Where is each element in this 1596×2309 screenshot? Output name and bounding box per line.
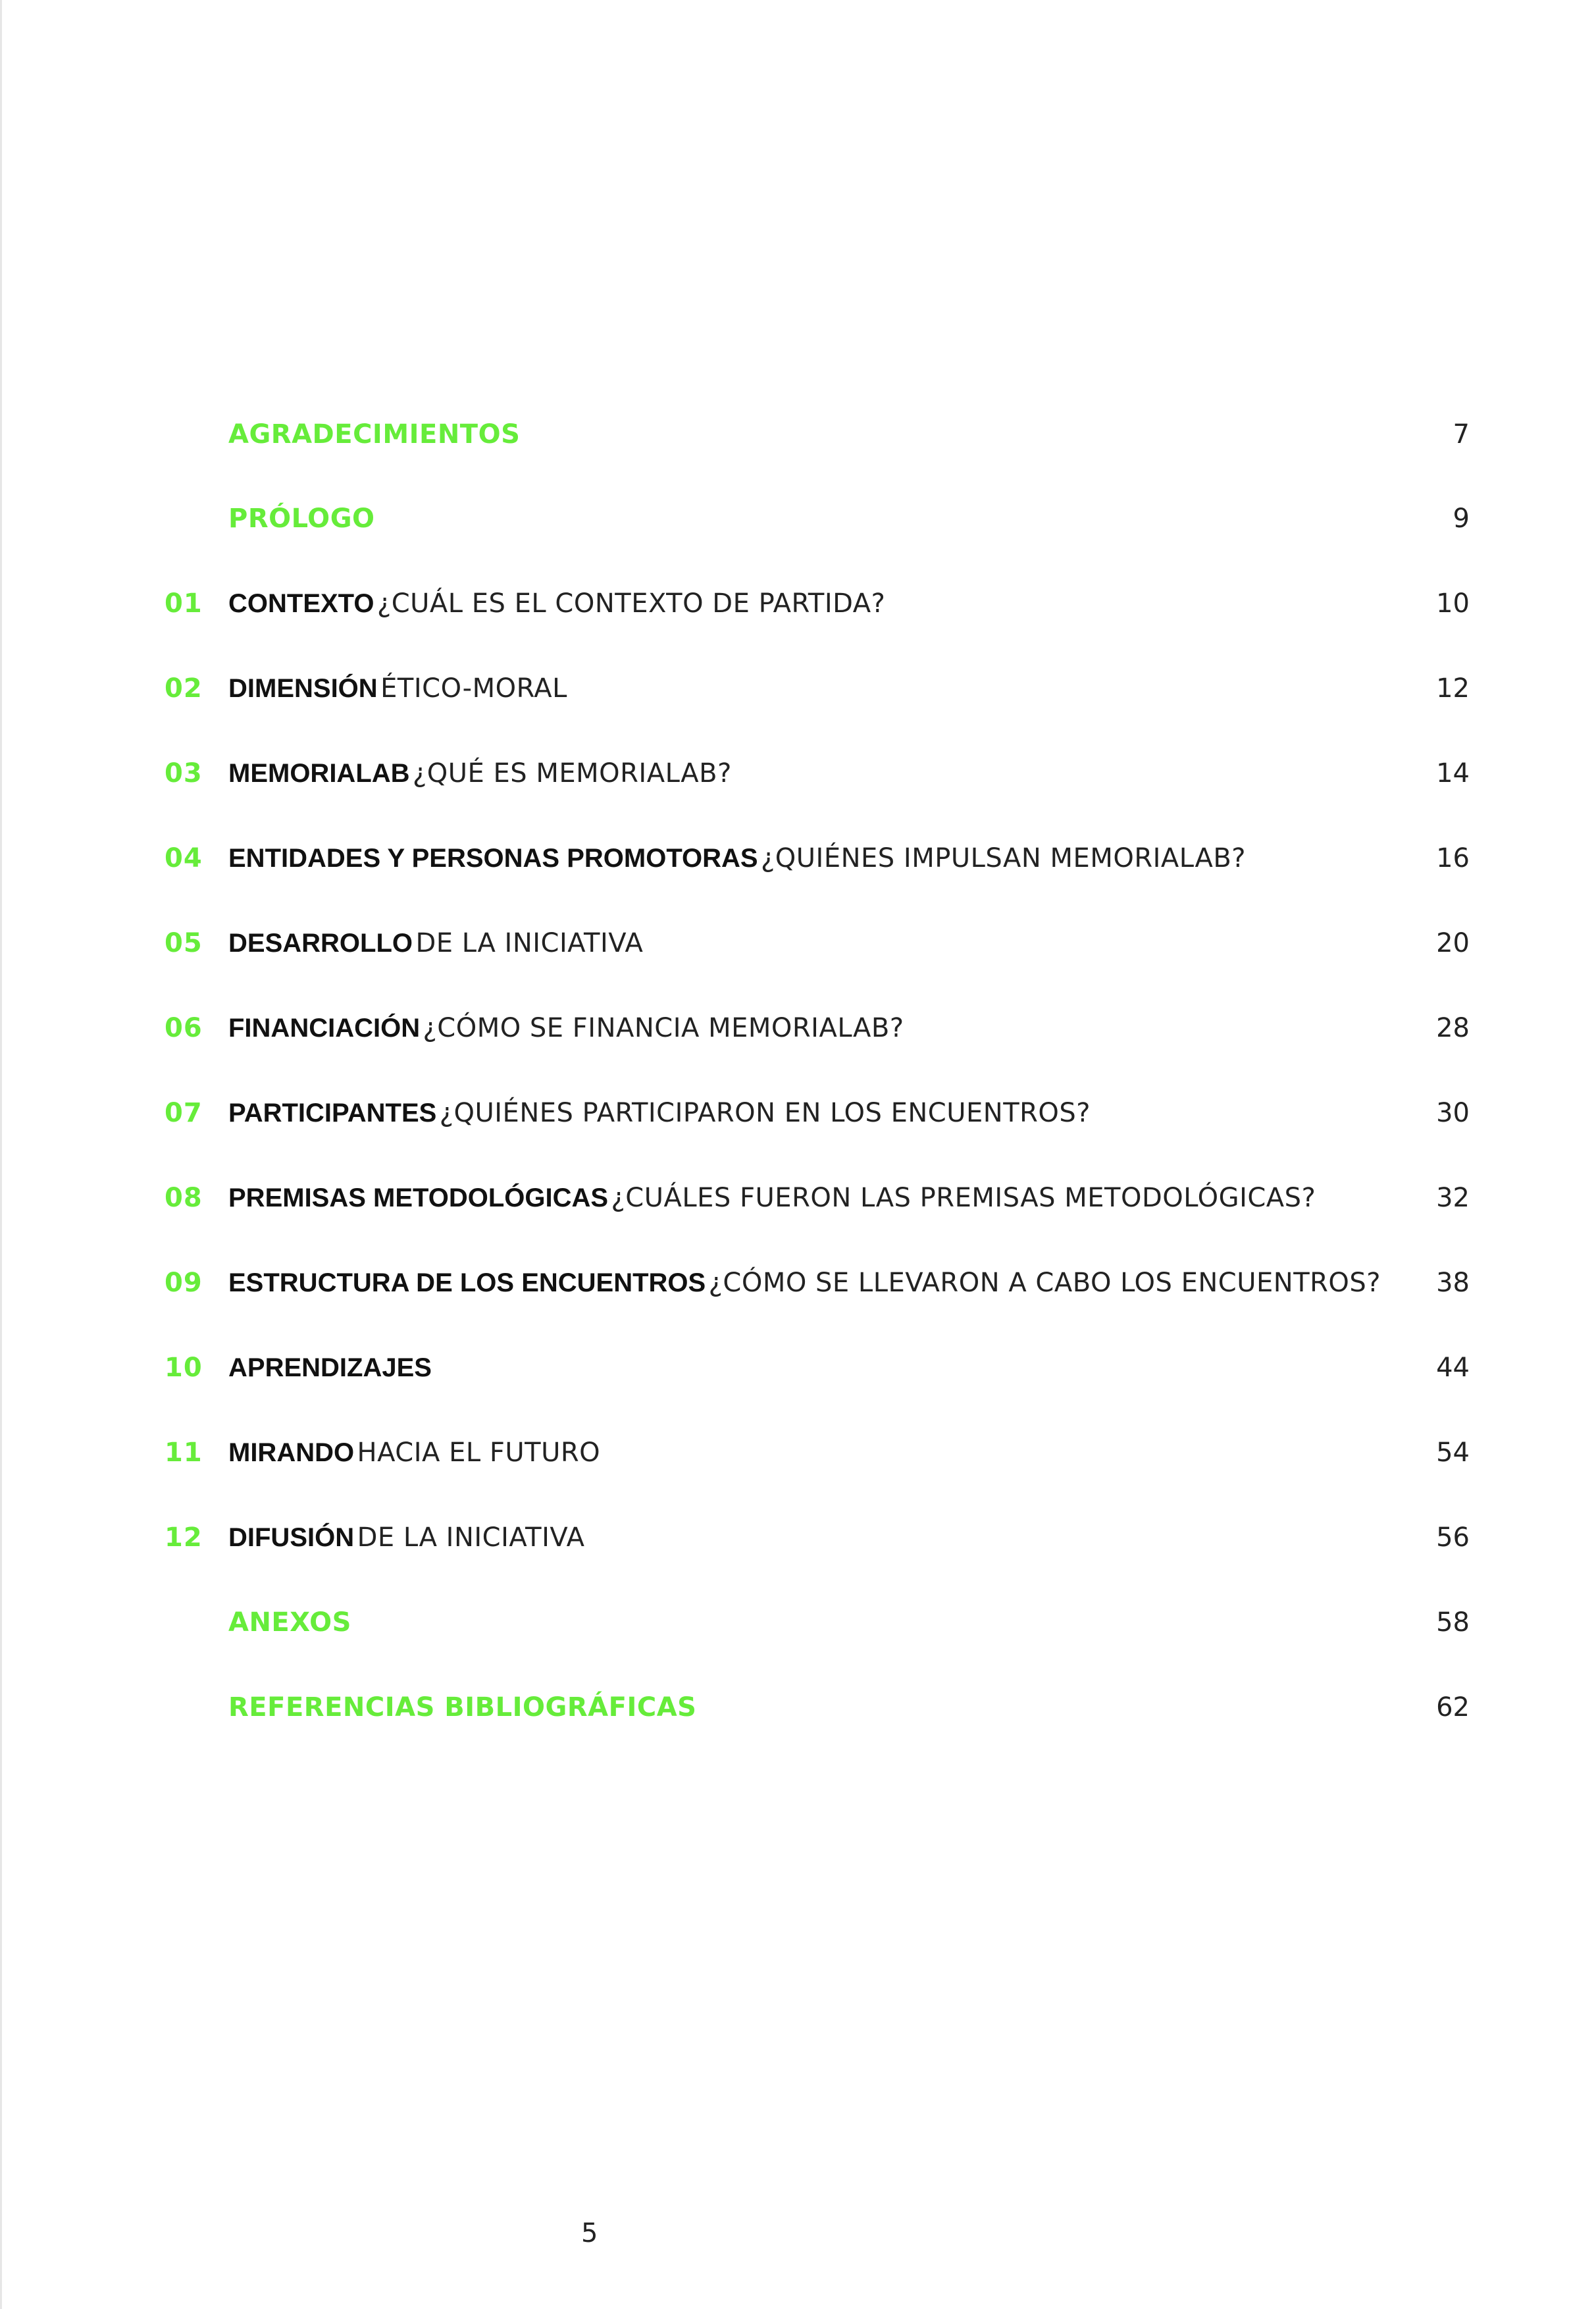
toc-entry-number: 01 (165, 588, 203, 619)
toc-entry-title: PREMISAS METODOLÓGICAS (228, 1183, 609, 1212)
toc-entry-01[interactable] (2, 577, 1596, 630)
toc-entry-number: 06 (165, 1013, 203, 1043)
toc-entry-page: 20 (1436, 928, 1470, 958)
toc-entry-page: 14 (1436, 758, 1470, 789)
toc-entry-page: 44 (1436, 1353, 1470, 1383)
toc-entry-page: 56 (1436, 1522, 1470, 1553)
toc-entry-subtitle: ¿CÓMO SE FINANCIA MEMORIALAB? (423, 1013, 904, 1043)
toc-entry-text (228, 577, 885, 636)
toc-entry-title: CONTEXTO (228, 589, 374, 618)
toc-entry-05[interactable] (2, 917, 1596, 970)
toc-entry-number: 09 (165, 1268, 203, 1298)
toc-entry-subtitle: HACIA EL FUTURO (357, 1438, 601, 1468)
toc-entry-number: 03 (165, 758, 203, 789)
toc-entry-page: 38 (1436, 1268, 1470, 1298)
toc-entry-title: ENTIDADES Y PERSONAS PROMOTORAS (228, 844, 758, 873)
toc-entry-page: 7 (1453, 419, 1470, 450)
toc-entry-text (228, 1681, 696, 1740)
toc-entry-04[interactable] (2, 832, 1596, 885)
toc-entry-number: 12 (165, 1522, 203, 1553)
toc-entry-page: 12 (1436, 673, 1470, 704)
toc-entry-number: 02 (165, 673, 203, 704)
toc-entry-page: 54 (1436, 1438, 1470, 1468)
toc-entry-page: 28 (1436, 1013, 1470, 1043)
toc-entry-text (228, 1087, 1091, 1145)
toc-entry-text (228, 1172, 1316, 1230)
toc-entry-page: 9 (1453, 504, 1470, 534)
toc-entry-page: 32 (1436, 1183, 1470, 1213)
toc-entry-text (228, 492, 375, 551)
toc-entry-03[interactable] (2, 747, 1596, 800)
toc-entry-page: 62 (1436, 1692, 1470, 1723)
toc-entry-title: AGRADECIMIENTOS (228, 419, 521, 450)
toc-entry-number: 08 (165, 1183, 203, 1213)
toc-entry-text (228, 832, 1246, 891)
toc-entry-referencias[interactable] (2, 1681, 1596, 1734)
toc-entry-title: PARTICIPANTES (228, 1099, 437, 1128)
toc-entry-number: 11 (165, 1438, 203, 1468)
toc-entry-title: REFERENCIAS BIBLIOGRÁFICAS (228, 1692, 697, 1723)
toc-entry-prologo[interactable] (2, 492, 1596, 545)
toc-entry-text (228, 662, 567, 721)
toc-entry-title: DIFUSIÓN (228, 1523, 355, 1552)
toc-entry-number: 07 (165, 1098, 203, 1128)
toc-entry-12[interactable] (2, 1511, 1596, 1564)
toc-entry-title: ESTRUCTURA DE LOS ENCUENTROS (228, 1268, 706, 1297)
toc-entry-agradecimientos[interactable] (2, 408, 1596, 461)
toc-entry-text (228, 1511, 585, 1570)
toc-entry-text (228, 408, 520, 467)
toc-entry-subtitle: DE LA INICIATIVA (357, 1522, 585, 1553)
toc-entry-subtitle: DE LA INICIATIVA (415, 928, 644, 958)
toc-entry-09[interactable] (2, 1257, 1596, 1309)
toc-entry-page: 58 (1436, 1607, 1470, 1638)
toc-entry-page: 30 (1436, 1098, 1470, 1128)
toc-entry-subtitle: ¿QUIÉNES PARTICIPARON EN LOS ENCUENTROS? (439, 1098, 1091, 1128)
toc-entry-title: DIMENSIÓN (228, 674, 378, 703)
toc-entry-07[interactable] (2, 1087, 1596, 1139)
toc-entry-number: 04 (165, 843, 203, 873)
page-number: 5 (581, 2218, 598, 2248)
toc-entry-text (228, 1341, 432, 1400)
toc-entry-text (228, 917, 643, 975)
toc-entry-text (228, 1596, 351, 1655)
toc-entry-11[interactable] (2, 1426, 1596, 1479)
toc-entry-subtitle: ¿QUIÉNES IMPULSAN MEMORIALAB? (761, 843, 1247, 873)
toc-entry-anexos[interactable] (2, 1596, 1596, 1649)
toc-entry-text (228, 747, 732, 806)
toc-entry-text (228, 1426, 600, 1485)
toc-entry-title: MIRANDO (228, 1438, 355, 1467)
toc-entry-text (228, 1257, 1381, 1315)
toc-entry-page: 10 (1436, 588, 1470, 619)
toc-entry-subtitle: ¿CUÁL ES EL CONTEXTO DE PARTIDA? (376, 588, 886, 619)
toc-entry-title: ANEXOS (228, 1607, 351, 1638)
toc-entry-06[interactable] (2, 1002, 1596, 1054)
toc-entry-10[interactable] (2, 1341, 1596, 1394)
toc-entry-subtitle: ÉTICO-MORAL (380, 673, 567, 704)
toc-entry-title: APRENDIZAJES (228, 1353, 432, 1382)
toc-entry-subtitle: ¿CÓMO SE LLEVARON A CABO LOS ENCUENTROS? (708, 1268, 1381, 1298)
toc-entry-title: MEMORIALAB (228, 759, 410, 788)
toc-entry-08[interactable] (2, 1172, 1596, 1224)
toc-entry-title: FINANCIACIÓN (228, 1014, 421, 1043)
toc-entry-title: DESARROLLO (228, 929, 413, 958)
toc-entry-02[interactable] (2, 662, 1596, 715)
toc-entry-subtitle: ¿CUÁLES FUERON LAS PREMISAS METODOLÓGICAS? (611, 1183, 1316, 1213)
toc-entry-number: 10 (165, 1353, 203, 1383)
toc-entry-title: PRÓLOGO (228, 504, 375, 534)
toc-entry-page: 16 (1436, 843, 1470, 873)
toc-entry-number: 05 (165, 928, 203, 958)
toc-entry-text (228, 1002, 904, 1060)
toc-entry-subtitle: ¿QUÉ ES MEMORIALAB? (412, 758, 732, 789)
